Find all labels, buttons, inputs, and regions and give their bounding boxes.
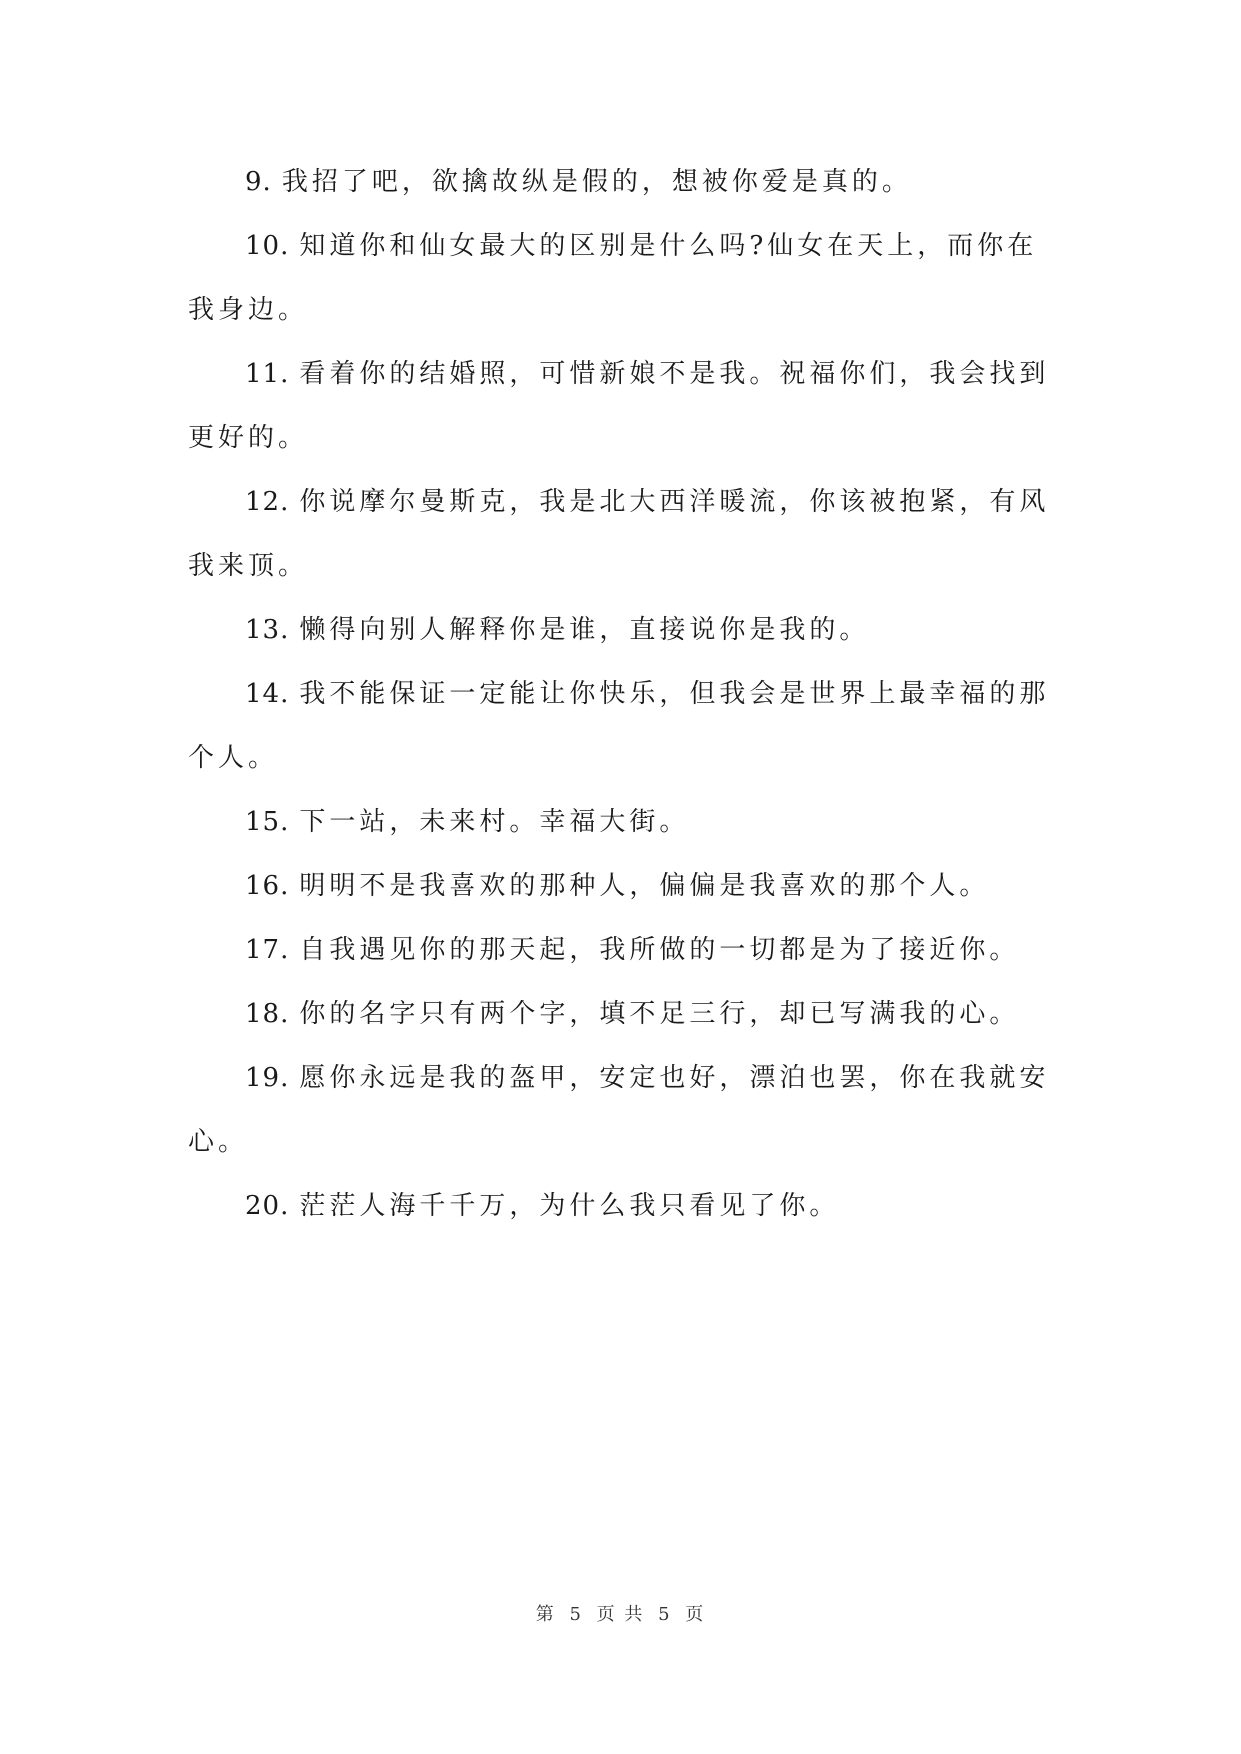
item-number: 14. [245, 679, 290, 709]
item-text: 茫茫人海千千万，为什么我只看见了你。 [299, 1191, 840, 1221]
item-text: 自我遇见你的那天起，我所做的一切都是为了接近你。 [299, 935, 1020, 965]
list-item [188, 854, 1060, 918]
item-text: 懒得向别人解释你是谁，直接说你是我的。 [299, 615, 870, 645]
item-text: 你说摩尔曼斯克，我是北大西洋暖流，你该被抱紧，有风我来顶。 [188, 487, 1050, 581]
item-number: 17. [245, 935, 290, 965]
item-text: 看着你的结婚照，可惜新娘不是我。祝福你们，我会找到更好的。 [188, 359, 1050, 453]
item-text: 愿你永远是我的盔甲，安定也好，漂泊也罢，你在我就安心。 [188, 1063, 1050, 1157]
list-item [188, 214, 1060, 342]
list-item [188, 918, 1060, 982]
item-text: 明明不是我喜欢的那种人，偏偏是我喜欢的那个人。 [299, 871, 990, 901]
list-item [188, 150, 1060, 214]
list-item [188, 470, 1060, 598]
item-number: 20. [245, 1191, 290, 1221]
item-number: 15. [245, 807, 290, 837]
list-item [188, 342, 1060, 470]
item-number: 18. [245, 999, 290, 1029]
item-number: 13. [245, 615, 290, 645]
list-item [188, 1046, 1060, 1174]
item-number: 9. [245, 167, 272, 197]
item-number: 10. [245, 231, 290, 261]
item-text: 你的名字只有两个字，填不足三行，却已写满我的心。 [299, 999, 1020, 1029]
item-number: 11. [245, 359, 290, 389]
item-number: 12. [245, 487, 290, 517]
item-number: 19. [245, 1063, 290, 1093]
footer-total-pages: 5 [658, 1604, 672, 1625]
document-body [188, 150, 1060, 1238]
page-footer [0, 1600, 1241, 1626]
item-number: 16. [245, 871, 290, 901]
list-item [188, 598, 1060, 662]
list-item [188, 1174, 1060, 1238]
footer-prefix: 第 [535, 1604, 556, 1625]
list-item [188, 982, 1060, 1046]
list-item [188, 662, 1060, 790]
item-text: 下一站，未来村。幸福大街。 [299, 807, 690, 837]
footer-current-page: 5 [569, 1604, 583, 1625]
item-text: 知道你和仙女最大的区别是什么吗?仙女在天上，而你在我身边。 [188, 231, 1038, 325]
item-text: 我招了吧，欲擒故纵是假的，想被你爱是真的。 [281, 167, 912, 197]
footer-suffix: 页 [685, 1604, 706, 1625]
list-item [188, 790, 1060, 854]
footer-middle: 页 共 [596, 1604, 645, 1625]
item-text: 我不能保证一定能让你快乐，但我会是世界上最幸福的那个人。 [188, 679, 1050, 773]
